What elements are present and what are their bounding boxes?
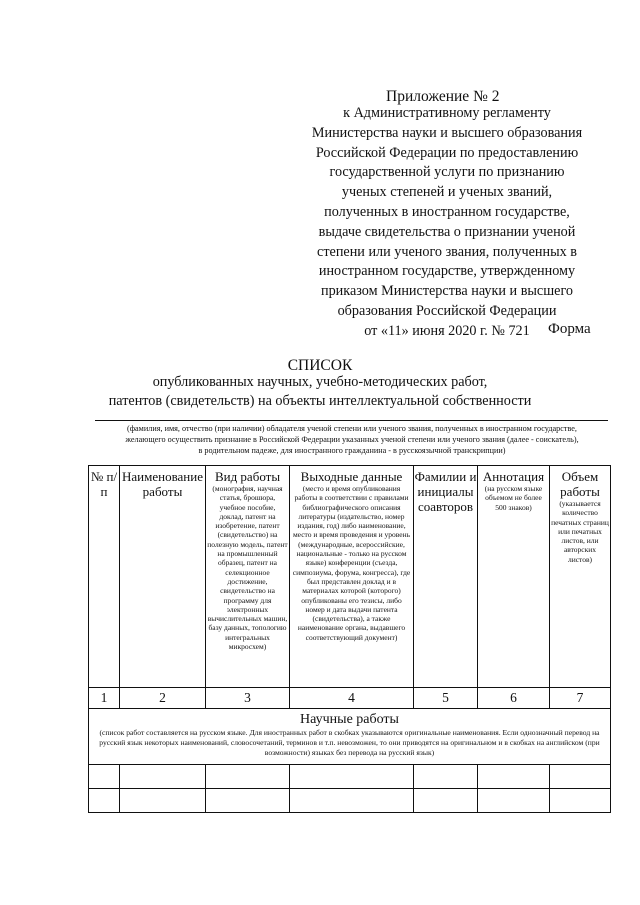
regulation-line: степени или ученого звания, полученных в xyxy=(317,243,577,260)
form-label: Форма xyxy=(548,321,591,337)
regulation-line: государственной услуги по признанию xyxy=(329,164,565,181)
table-cell[interactable] xyxy=(120,765,206,789)
table-cell[interactable] xyxy=(414,765,478,789)
regulation-line: к Административному регламенту xyxy=(343,105,551,121)
column-header-coauthors: Фамилии и инициалы соавторов xyxy=(414,466,478,688)
regulation-line: Министерства науки и высшего образования xyxy=(311,124,583,141)
column-number: 5 xyxy=(414,688,478,709)
caption-line: в родительном падеже, для иностранного гражданина - в русскоязычной транскрипции) xyxy=(198,446,506,455)
table-cell[interactable] xyxy=(89,789,120,813)
regulation-line: от «11» июня 2020 г. № 721 xyxy=(364,322,530,339)
table-cell[interactable] xyxy=(206,765,290,789)
column-header-type: Вид работы (монография, научная статья, брошюра, учебное пособие, доклад, патент на изобретение, патент (свидетельство) на полезную модель, патент на промышленный образец, патент на селекционное достижение, свидетельство на программу для электронных вычислительных машин, базу данных, топологию интегральных микросхем) xyxy=(206,466,290,688)
regulation-reference xyxy=(288,104,606,342)
column-number: 3 xyxy=(206,688,290,709)
table-row xyxy=(89,765,611,789)
table-header-row xyxy=(89,466,611,688)
section-note: (список работ составляется на русском языке. Для иностранных работ в скобках указываются оригинальные наименования. Если однозначный перевод на русский язык некоторых наименований, словосочетаний, терминов и т.п. невозможен, то они приводятся на оригинальном и в скобках на английском (при возможности) языках без перевода на русский язык) xyxy=(99,728,600,757)
column-number-row xyxy=(89,688,611,709)
table-cell[interactable] xyxy=(206,789,290,813)
column-header-volume: Объем работы (указывается количество печатных страниц или печатных листов, или авторских листов) xyxy=(550,466,611,688)
applicant-name-line[interactable] xyxy=(95,420,608,421)
column-header-annotation: Аннотация (на русском языке объемом не более 500 знаков) xyxy=(478,466,550,688)
list-title: СПИСОК xyxy=(287,357,353,374)
list-subtitle-line: патентов (свидетельств) на объекты интеллектуальной собственности xyxy=(108,393,532,409)
regulation-line: Российской Федерации по предоставлению xyxy=(315,144,579,161)
appendix-title: Приложение № 2 xyxy=(386,88,500,105)
column-number: 1 xyxy=(89,688,120,709)
caption-line: (фамилия, имя, отчество (при наличии) обладателя ученой степени или ученого звания, полученных в иностранном государстве, xyxy=(127,424,577,433)
regulation-line: полученных в иностранном государстве, xyxy=(324,203,570,220)
caption-line: желающего осуществить признание в Российской Федерации указанных ученой степени или ученого звания (далее - соискатель), xyxy=(125,435,579,444)
table-cell[interactable] xyxy=(550,765,611,789)
table-cell[interactable] xyxy=(414,789,478,813)
column-number: 7 xyxy=(550,688,611,709)
column-header-title: Наименование работы xyxy=(120,466,206,688)
column-number: 2 xyxy=(120,688,206,709)
table-row xyxy=(89,789,611,813)
column-number: 4 xyxy=(290,688,414,709)
list-subtitle-line: опубликованных научных, учебно-методических работ, xyxy=(152,374,488,390)
table-cell[interactable] xyxy=(290,789,414,813)
table-cell[interactable] xyxy=(89,765,120,789)
table-cell[interactable] xyxy=(550,789,611,813)
applicant-name-caption xyxy=(92,423,612,456)
regulation-line: ученых степеней и ученых званий, xyxy=(341,184,553,201)
table-cell[interactable] xyxy=(478,765,550,789)
section-title: Научные работы xyxy=(300,712,399,727)
column-header-number: № п/п xyxy=(89,466,120,688)
table-cell[interactable] xyxy=(290,765,414,789)
regulation-line: выдаче свидетельства о признании ученой xyxy=(318,223,576,240)
regulation-line: приказом Министерства науки и высшего xyxy=(321,283,573,300)
column-number: 6 xyxy=(478,688,550,709)
section-row-scientific-works xyxy=(89,709,611,765)
section-cell xyxy=(89,709,611,765)
regulation-line: образования Российской Федерации xyxy=(337,302,557,319)
works-table xyxy=(88,465,611,813)
list-subtitle xyxy=(0,373,640,411)
table-cell[interactable] xyxy=(120,789,206,813)
table-cell[interactable] xyxy=(478,789,550,813)
regulation-line: иностранном государстве, утвержденному xyxy=(318,263,576,280)
column-header-publication-data: Выходные данные (место и время опубликования работы в соответствии с правилами библиографического описания литературы (издательство, номер издания, год) либо наименование, место и время проведения и уровень (международные, всероссийские, национальные - только на русском языке) конференции (съезда, симпозиума, форума, конгресса), где был представлен доклад и в материалах которой (которого) опубликованы его тезисы, либо номер и дата выдачи патента (свидетельства), а также наименование органа, выдавшего соответствующий документ) xyxy=(290,466,414,688)
